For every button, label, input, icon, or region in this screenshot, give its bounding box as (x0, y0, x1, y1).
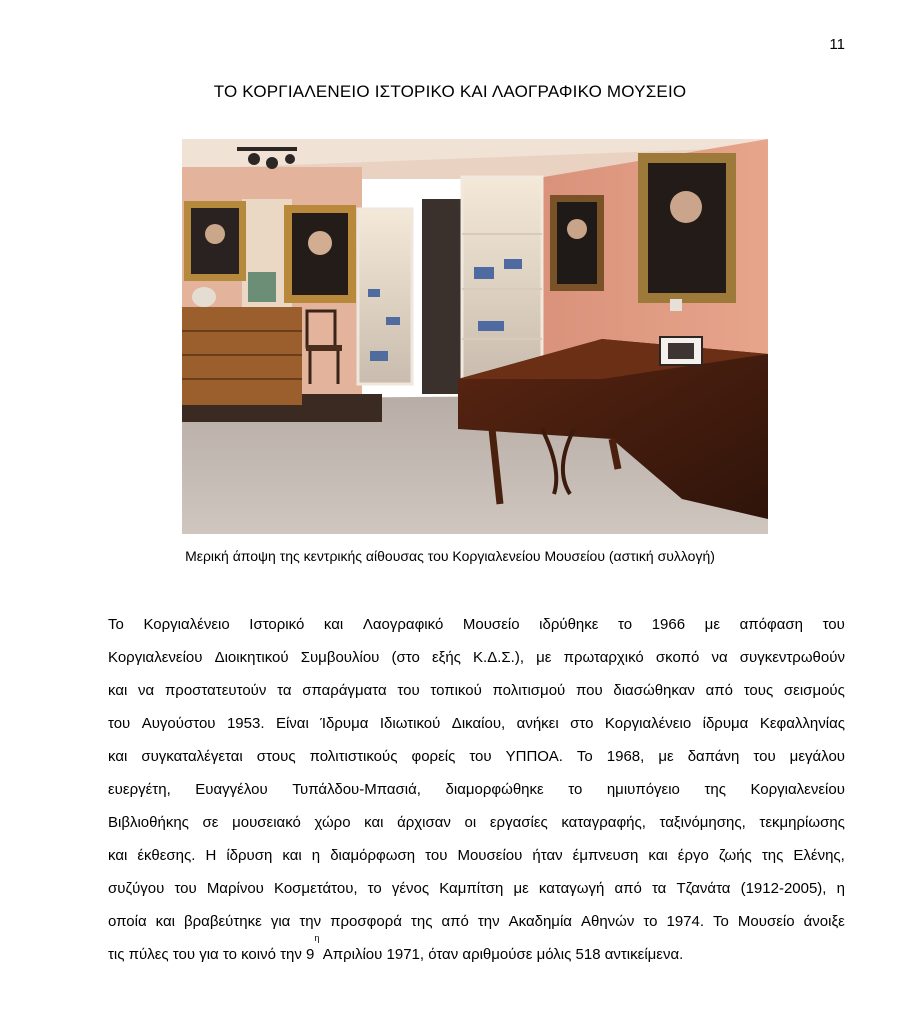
word: με (704, 616, 721, 633)
word: Κοργιαλένειο (604, 715, 692, 732)
word: Αθηνών (580, 913, 635, 930)
text-line (108, 707, 845, 740)
word: μεγάλου (789, 748, 845, 765)
word: και (108, 847, 128, 864)
word: Μαρίνου (206, 880, 264, 897)
word: έργο (677, 847, 709, 864)
word: Ελένης, (793, 847, 845, 864)
word: με (513, 880, 529, 897)
word: Καμπίτση (439, 880, 504, 897)
word: Κοργιαλένειο (143, 616, 230, 633)
word: και (108, 748, 128, 765)
word: να (711, 649, 728, 666)
word: ΥΠΠΟΑ. (505, 748, 563, 765)
word: διασώθηκαν (613, 682, 695, 699)
word: της (704, 781, 726, 798)
word: Το (576, 748, 593, 765)
word: Μουσείο (462, 616, 520, 633)
word: γένος (391, 880, 430, 897)
text-line (108, 806, 845, 839)
word: μουσειακό (232, 814, 301, 831)
word: ίδρυση (226, 847, 273, 864)
word: και (323, 616, 344, 633)
last-line-start: τις πύλες του για το κοινό την 9 (108, 946, 315, 963)
word: από (614, 880, 642, 897)
museum-hall-photo (182, 139, 768, 534)
word: άρχισαν (397, 814, 451, 831)
word: της (410, 913, 433, 930)
word: Συμβουλίου (300, 649, 380, 666)
word: χώρο (314, 814, 351, 831)
word: απόφαση (739, 616, 803, 633)
word: στο (570, 715, 594, 732)
word: του (174, 880, 197, 897)
word: του (822, 616, 845, 633)
word: έκθεσης. (137, 847, 196, 864)
word: εργασίες (489, 814, 548, 831)
word: δαπάνη (687, 748, 740, 765)
word: με (536, 649, 552, 666)
ordinal-superscript: η (314, 933, 320, 943)
text-line (108, 905, 845, 938)
word: στους (256, 748, 296, 765)
word: (1912-2005), (740, 880, 827, 897)
word: διαμορφώθηκε (445, 781, 544, 798)
word: 1968, (606, 748, 645, 765)
word: τα (651, 880, 667, 897)
word: ήταν (532, 847, 563, 864)
word: την (299, 913, 322, 930)
word: από (441, 913, 469, 930)
word: Η (205, 847, 217, 864)
word: ευεργέτη, (108, 781, 171, 798)
word: οι (464, 814, 477, 831)
word: του (469, 748, 492, 765)
word: Κοργιαλενείου (750, 781, 845, 798)
word: το (568, 781, 583, 798)
word: Είναι (275, 715, 309, 732)
word: Ιδιωτικού (379, 715, 441, 732)
word: τα (277, 682, 292, 699)
word: έμπνευση (572, 847, 639, 864)
text-line (108, 608, 845, 641)
word: Τυπάλδου-Μπασιά, (292, 781, 421, 798)
text-line (108, 839, 845, 872)
body-paragraph (108, 608, 845, 971)
word: και (648, 847, 668, 864)
word: Κεφαλληνίας (759, 715, 845, 732)
word: βραβεύτηκε (183, 913, 262, 930)
word: Βιβλιοθήκης (108, 814, 189, 831)
word: Δικαίου, (451, 715, 506, 732)
word: του (108, 715, 131, 732)
word: και (282, 847, 302, 864)
figure-caption: Μερική άποψη της κεντρικής αίθουσας του Κοργιαλενείου Μουσείου (αστική συλλογή) (185, 548, 715, 564)
word: συγκαταλέγεται (141, 748, 243, 765)
word: Ίδρυμα (320, 715, 369, 732)
word: ζωής (718, 847, 752, 864)
word: Το (108, 616, 124, 633)
word: 1953. (226, 715, 265, 732)
word: πολιτιστικούς (309, 748, 398, 765)
word: τεκμηρίωσης (759, 814, 845, 831)
word: Ευαγγέλου (195, 781, 268, 798)
word: το (618, 616, 633, 633)
word: του (425, 847, 448, 864)
word: ταξινόμησης, (659, 814, 746, 831)
text-line (108, 872, 845, 905)
word: Το (713, 913, 729, 930)
page-number: 11 (829, 36, 845, 53)
word: τοπικού (430, 682, 482, 699)
word: το (367, 880, 382, 897)
word: ανήκει (516, 715, 559, 732)
word: 1974. (666, 913, 705, 930)
word: η (311, 847, 321, 864)
word: άνοιξε (803, 913, 845, 930)
word: Κοσμετάτου, (274, 880, 358, 897)
word: η (836, 880, 845, 897)
text-line (108, 773, 845, 806)
word: Διοικητικού (214, 649, 289, 666)
word: Τζανάτα (676, 880, 731, 897)
word: πολιτισμού (492, 682, 566, 699)
word: Αυγούστου (141, 715, 216, 732)
word: προσφορά (330, 913, 402, 930)
last-line-end: Απριλίου 1971, όταν αριθμούσε μόλις 518 αντικείμενα. (319, 946, 684, 963)
word: καταγωγή (538, 880, 605, 897)
word: 1966 (651, 616, 686, 633)
word: του (397, 682, 420, 699)
word: το (643, 913, 658, 930)
word: και (155, 913, 175, 930)
word: ιδρύθηκε (539, 616, 599, 633)
page-title: ΤΟ ΚΟΡΓΙΑΛΕΝΕΙΟ ΙΣΤΟΡΙΚΟ ΚΑΙ ΛΑΟΓΡΑΦΙΚΟ ΜΟΥΣΕΙΟ (213, 82, 687, 101)
word: να (138, 682, 155, 699)
word: σκοπό (655, 649, 700, 666)
word: ημιυπόγειο (606, 781, 680, 798)
word: την (477, 913, 500, 930)
word: του (753, 748, 776, 765)
word: οποία (108, 913, 147, 930)
word: που (575, 682, 603, 699)
word: Κοργιαλενείου (108, 649, 203, 666)
word: και (364, 814, 384, 831)
word: σπαράγματα (302, 682, 387, 699)
word: συγκεντρωθούν (739, 649, 845, 666)
text-line (108, 674, 845, 707)
word: καταγραφής, (561, 814, 646, 831)
word: Ακαδημία (508, 913, 572, 930)
word: σε (202, 814, 219, 831)
word: Μουσείου (457, 847, 523, 864)
word: διαμόρφωση (330, 847, 416, 864)
text-line (108, 641, 845, 674)
word: πρωταρχικό (563, 649, 644, 666)
word: Κ.Δ.Σ.), (473, 649, 525, 666)
word: της (761, 847, 784, 864)
word: με (658, 748, 674, 765)
text-line (108, 740, 845, 773)
word: συζύγου (108, 880, 165, 897)
word: τους (743, 682, 774, 699)
word: για (270, 913, 291, 930)
word: προστατευτούν (164, 682, 267, 699)
word: Λαογραφικό (362, 616, 444, 633)
word: σεισμούς (783, 682, 845, 699)
word: φορείς (411, 748, 456, 765)
word: εξής (431, 649, 461, 666)
word: Ιστορικό (249, 616, 305, 633)
word: (στο (391, 649, 420, 666)
word: από (705, 682, 733, 699)
text-line-last (108, 933, 845, 971)
word: Μουσείο (737, 913, 795, 930)
word: και (108, 682, 128, 699)
word: ίδρυμα (702, 715, 749, 732)
